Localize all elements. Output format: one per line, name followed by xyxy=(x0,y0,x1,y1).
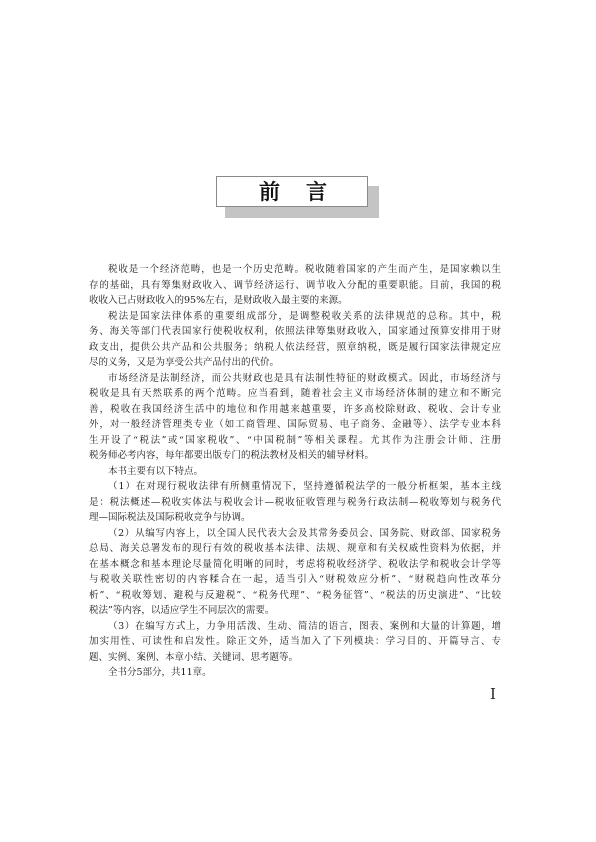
text-line: （1）在对现行税收法律有所侧重情况下，坚持遵循税法学的一般分析框架，基本主线 xyxy=(108,481,501,492)
text-line: 税法”等内容，以适应学生不同层次的需要。 xyxy=(89,605,275,616)
text-line: 是：税法概述—税收实体法与税收会计—税收征收管理与税务行政法制—税收筹划与税务代 xyxy=(89,496,501,508)
text-line: 总局、海关总署发布的现行有效的税收基本法律、法规、规章和有关权威性资料为依据，并 xyxy=(89,543,501,554)
text-line: 务、海关等部门代表国家行使税收权利，依照法律筹集财政收入，国家通过预算安排用于财 xyxy=(89,326,501,337)
text-line: 全书分5部分，共11章。 xyxy=(108,667,212,678)
text-line: 市场经济是法制经济，而公共财政也是具有法制性特征的财政模式。因此，市场经济与 xyxy=(108,372,501,384)
text-line: 析”、“税收筹划、避税与反避税”、“税务代理”、“税务征管”、“税法的历史演进”、“比较 xyxy=(89,589,501,601)
text-line: 理—国际税法及国际税收竞争与协调。 xyxy=(89,512,251,523)
page-title: 前言 xyxy=(259,180,353,204)
text-line: 与税收关联性密切的内容糅合在一起，适当引入“财税效应分析”、“财税趋向性改革分 xyxy=(89,574,501,585)
text-line: 存的基础，具有筹集财政收入、调节经济运行、调节收入分配的重要职能。目前，我国的税 xyxy=(89,279,501,291)
text-line: 本书主要有以下特点。 xyxy=(108,465,204,477)
text-line: 在基本概念和基本理论尽量简化明晰的同时，考虑将税收经济学、税收法学和税收会计学等 xyxy=(89,558,501,570)
text-line: 题、实例、案例、本章小结、关键词、思考题等。 xyxy=(89,651,299,663)
text-line: （2）从编写内容上，以全国人民代表大会及其常务委员会、国务院、财政部、国家税务 xyxy=(108,527,501,539)
title-frame xyxy=(216,176,368,207)
text-line: （3）在编写方式上，力争用活泼、生动、简洁的语言，图表、案例和大量的计算题，增 xyxy=(108,620,501,632)
text-line: 善，税收在我国经济生活中的地位和作用越来越重要，许多高校除财政、税收、会计专业 xyxy=(89,403,501,415)
text-line: 外，对一般经济管理类专业（如工商管理、国际贸易、电子商务、金融等）、法学专业本科 xyxy=(89,419,501,430)
text-line: 尽的义务，又是为享受公共产品付出的代价。 xyxy=(89,357,280,368)
text-line: 税务师必考内容，每年都要出版专门的税法教材及相关的辅导材料。 xyxy=(89,450,375,461)
text-line: 政支出，提供公共产品和公共服务；纳税人依法经营，照章纳税，既是履行国家法律规定应 xyxy=(89,341,501,353)
text-line: 加实用性、可读性和启发性。除正文外，适当加入了下列模块：学习目的、开篇导言、专 xyxy=(89,636,501,647)
body-text xyxy=(89,262,501,681)
text-line: 税收是具有天然联系的两个范畴。应当看到，随着社会主义市场经济体制的建立和不断完 xyxy=(89,388,501,399)
title-block xyxy=(216,176,379,218)
page-number: I xyxy=(490,685,496,703)
text-line: 生开设了“税法”或“国家税收”、“中国税制”等相关课程。尤其作为注册会计师、注册 xyxy=(89,434,501,446)
text-line: 税收是一个经济范畴，也是一个历史范畴。税收随着国家的产生而产生，是国家赖以生 xyxy=(108,264,501,275)
text-line: 税法是国家法律体系的重要组成部分，是调整税收关系的法律规范的总称。其中，税 xyxy=(108,310,501,322)
text-line: 收收入已占财政收入的95%左右，是财政收入最主要的来源。 xyxy=(89,295,348,306)
